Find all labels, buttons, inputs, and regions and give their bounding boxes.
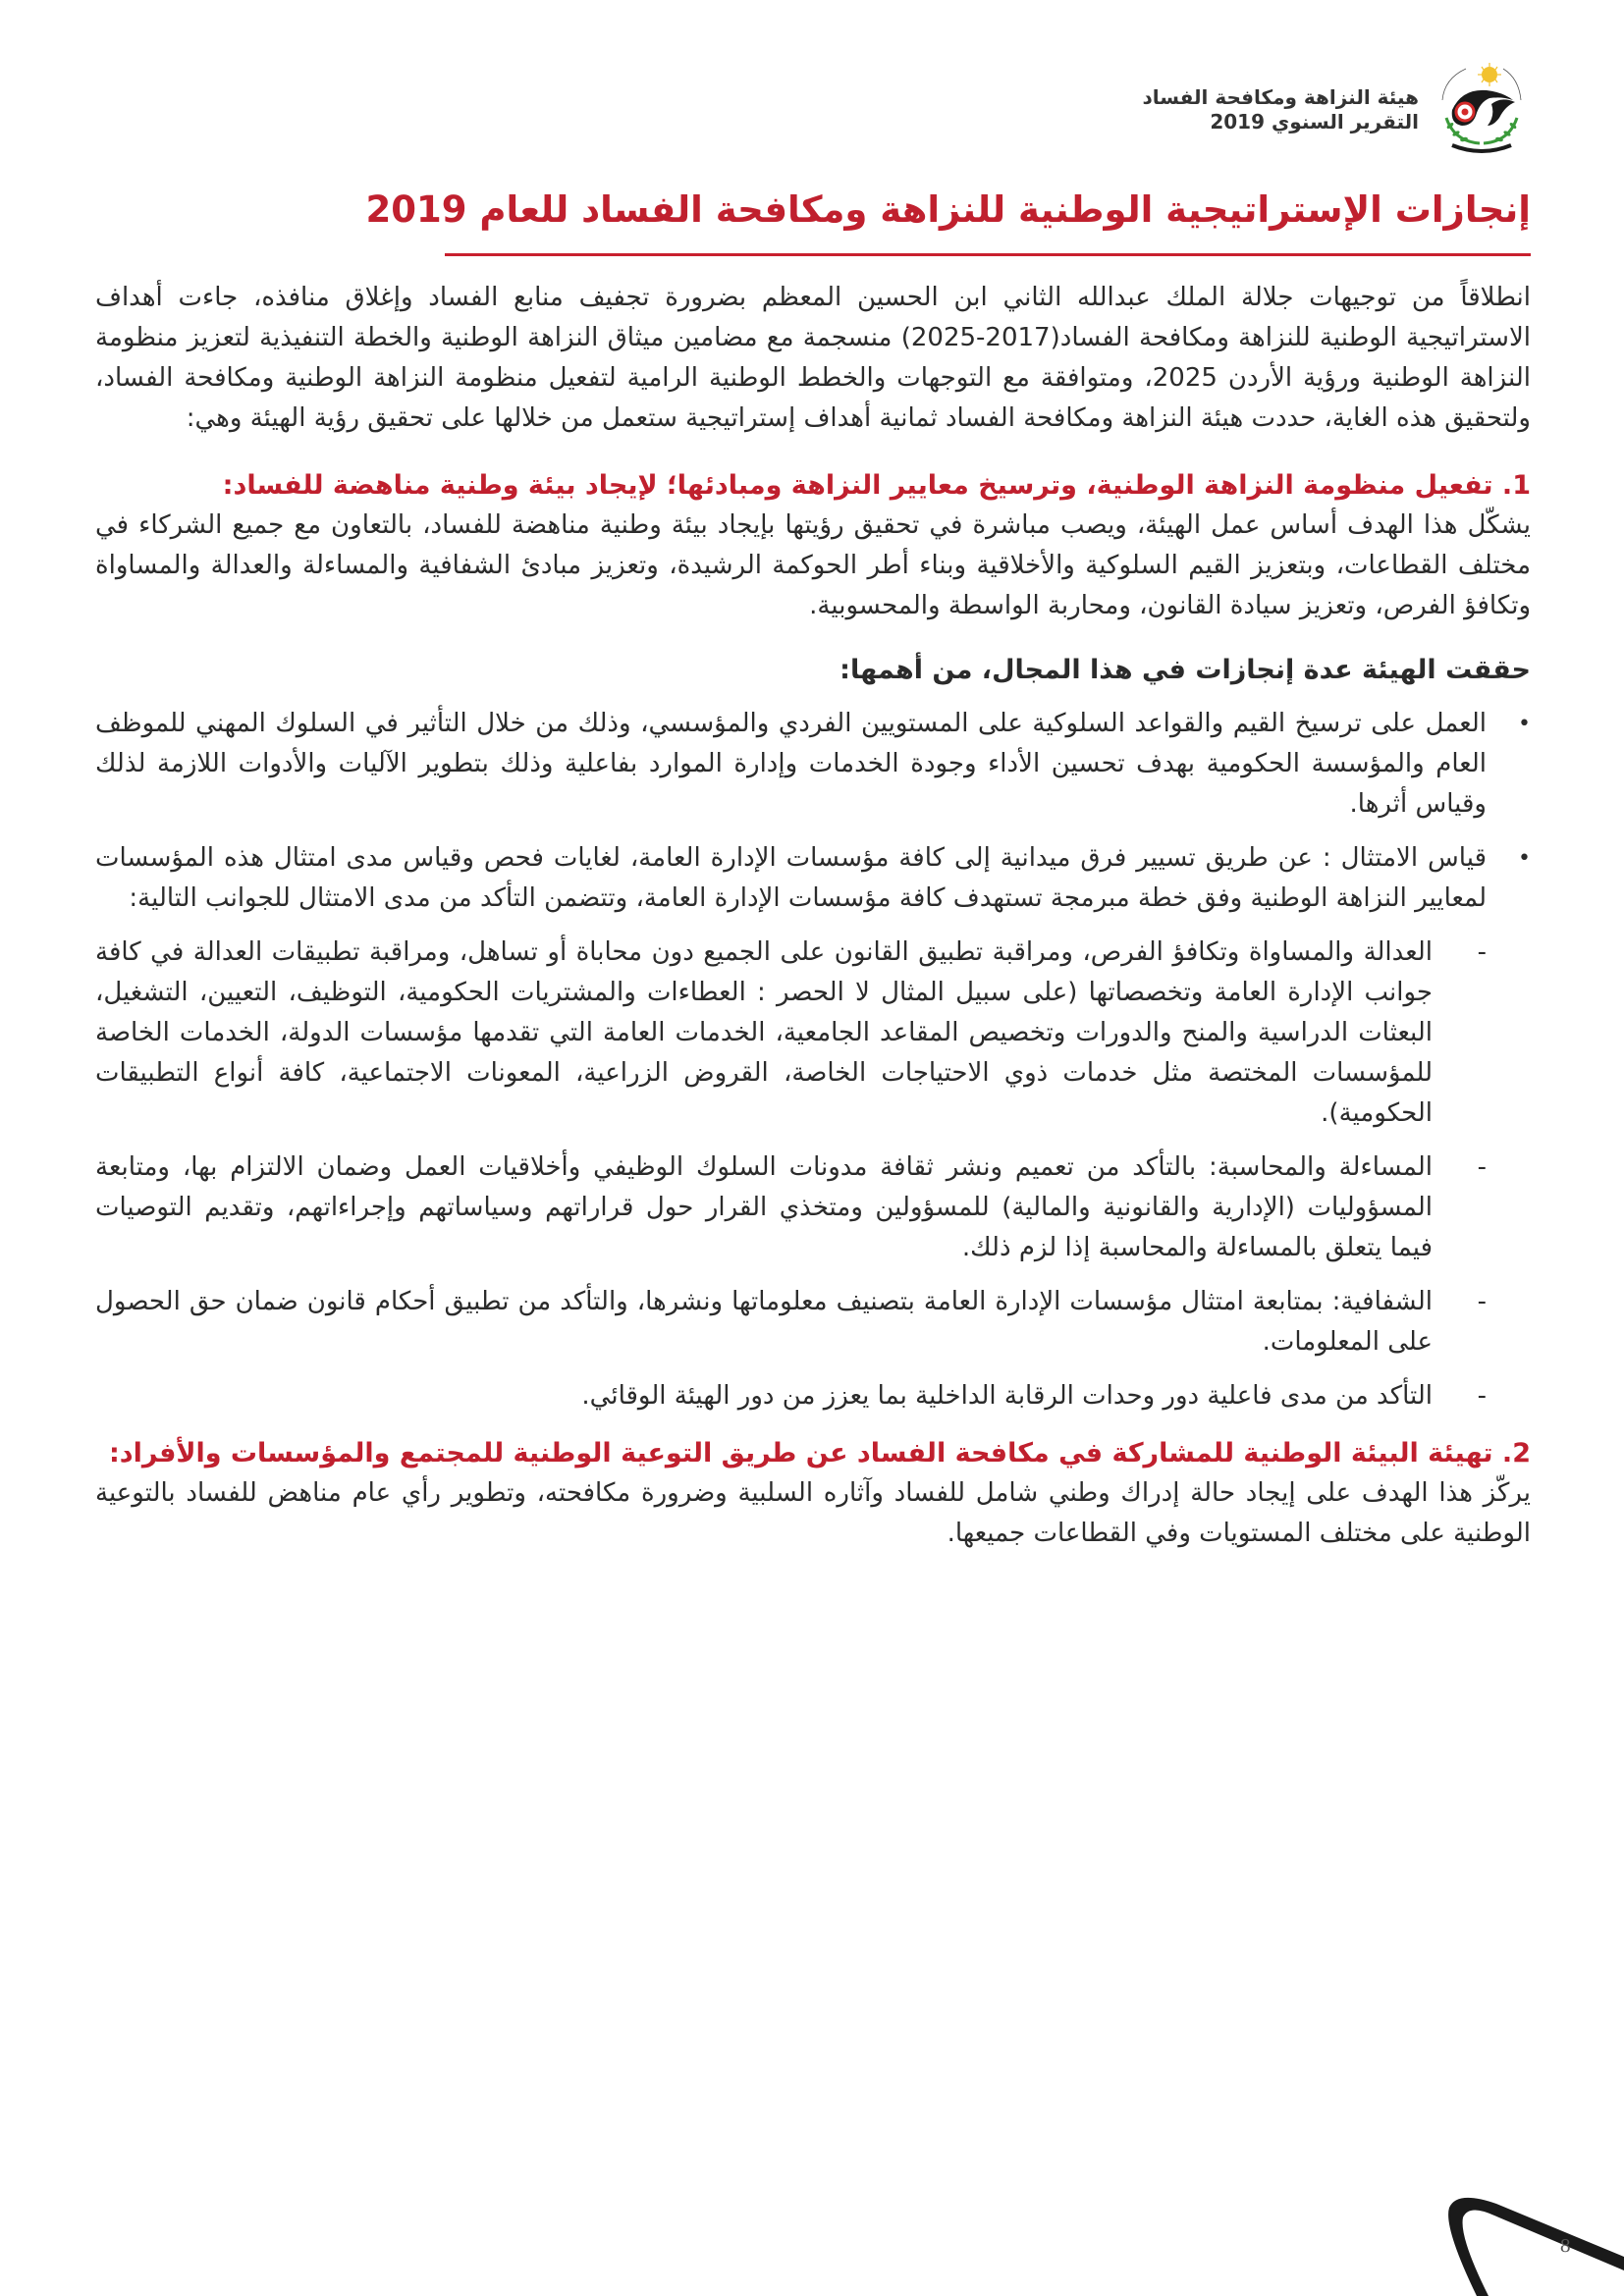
compliance-aspects-list bbox=[95, 933, 1531, 1416]
dash-icon: - bbox=[1477, 937, 1487, 967]
bullet-icon: • bbox=[1518, 712, 1531, 736]
goal-2-section bbox=[95, 1434, 1531, 1554]
goal-2-heading: 2. تهيئة البيئة الوطنية للمشاركة في مكافحة الفساد عن طريق التوعية الوطنية للمجتمع والمؤسسات والأفراد: bbox=[109, 1438, 1531, 1468]
list-item-text: المساءلة والمحاسبة: بالتأكد من تعميم ونشر ثقافة مدونات السلوك الوظيفي وأخلاقيات العمل وضمان الالتزام بها، ومتابعة المسؤوليات (الإدارية والقانونية والمالية) للمسؤولين ومتخذي القرار حول قراراتهم وسياساتهم وإجراءاتهم، وتقديم التوصيات فيما يتعلق بالمساءلة والمحاسبة إذا لزم ذلك. bbox=[95, 1152, 1433, 1262]
page-number: 8 bbox=[1559, 2236, 1571, 2257]
header-text-block bbox=[1142, 85, 1419, 134]
page-title: إنجازات الإستراتيجية الوطنية للنزاهة ومكافحة الفساد للعام 2019 bbox=[365, 188, 1531, 231]
list-item-text: التأكد من مدى فاعلية دور وحدات الرقابة الداخلية بما يعزز من دور الهيئة الوقائي. bbox=[581, 1381, 1433, 1411]
report-label: التقرير السنوي 2019 bbox=[1210, 110, 1419, 133]
goal-1-body: يشكّل هذا الهدف أساس عمل الهيئة، ويصب مباشرة في تحقيق رؤيتها بإيجاد بيئة وطنية مناهضة للفساد، بالتعاون مع جميع الشركاء في مختلف القطاعات، وبتعزيز القيم السلوكية والأخلاقية وبناء أطر الحوكمة الرشيدة، وتعزيز مبادئ الشفافية والمساءلة والعدالة والمساواة وتكافؤ الفرص، وتعزيز سيادة القانون، ومحاربة الواسطة والمحسوبية. bbox=[95, 510, 1531, 620]
list-item bbox=[95, 704, 1531, 825]
list-item-text: العمل على ترسيخ القيم والقواعد السلوكية على المستويين الفردي والمؤسسي، وذلك من خلال التأثير في السلوك المهني للموظف العام والمؤسسة الحكومية بهدف تحسين الأداء وجودة الخدمات وإدارة الموارد بفاعلية وذلك بتطوير الآليات والأدوات اللازمة لذلك وقياس أثرها. bbox=[95, 709, 1487, 819]
list-item bbox=[95, 1148, 1531, 1268]
list-item-text: العدالة والمساواة وتكافؤ الفرص، ومراقبة تطبيق القانون على الجميع دون محاباة أو تساهل، ومراقبة تطبيقات العدالة في كافة جوانب الإدارة العامة وتخصصاتها (على سبيل المثال لا الحصر : العطاءات والمشتريات الحكومية، التوظيف، التعيين، التشغيل، البعثات الدراسية والمنح والدورات وتخصيص المقاعد الجامعية، الخدمات العامة التي تقدمها مؤسسات الدولة، الخدمات الخاصة للمؤسسات المختصة مثل خدمات ذوي الاحتياجات الخاصة، القروض الزراعية، المعونات الاجتماعية، كافة أنواع التطبيقات الحكومية). bbox=[95, 937, 1433, 1128]
list-item-text: الشفافية: بمتابعة امتثال مؤسسات الإدارة العامة بتصنيف معلوماتها ونشرها، والتأكد من تطبيق أحكام قانون ضمان حق الحصول على المعلومات. bbox=[95, 1287, 1433, 1357]
goal-2-body: يركّز هذا الهدف على إيجاد حالة إدراك وطني شامل للفساد وآثاره السلبية وضرورة مكافحته، وتطوير رأي عام مناهض للفساد بالتوعية الوطنية على مختلف المستويات وفي القطاعات جميعها. bbox=[95, 1478, 1531, 1548]
main-content bbox=[95, 278, 1531, 1554]
title-underline bbox=[445, 253, 1531, 256]
list-item bbox=[95, 933, 1531, 1134]
page-header bbox=[1142, 61, 1531, 159]
bullet-icon: • bbox=[1518, 846, 1531, 871]
achievements-list bbox=[95, 704, 1531, 919]
dash-icon: - bbox=[1477, 1381, 1487, 1411]
intro-paragraph: انطلاقاً من توجيهات جلالة الملك عبدالله الثاني ابن الحسين المعظم بضرورة تجفيف منابع الفساد وإغلاق منافذه، جاءت أهداف الاستراتيجية الوطنية للنزاهة ومكافحة الفساد(2017-2025) منسجمة مع مضامين ميثاق النزاهة الوطنية والخطة التنفيذية لتعزيز منظومة النزاهة الوطنية ورؤية الأردن 2025، ومتوافقة مع التوجهات والخطط الوطنية الرامية لتفعيل منظومة النزاهة الوطنية ومكافحة الفساد، ولتحقيق هذه الغاية، حددت هيئة النزاهة ومكافحة الفساد ثمانية أهداف إستراتيجية ستعمل من خلالها على تحقيق رؤية الهيئة وهي: bbox=[95, 283, 1531, 433]
list-item-text: قياس الامتثال : عن طريق تسيير فرق ميدانية إلى كافة مؤسسات الإدارة العامة، لغايات فحص وقياس مدى امتثال هذه المؤسسات لمعايير النزاهة الوطنية وفق خطة مبرمجة تستهدف كافة مؤسسات الإدارة العامة، وتتضمن التأكد من مدى الامتثال للجوانب التالية: bbox=[95, 843, 1487, 913]
dash-icon: - bbox=[1477, 1287, 1487, 1316]
list-item bbox=[95, 838, 1531, 919]
organization-name: هيئة النزاهة ومكافحة الفساد bbox=[1142, 85, 1419, 109]
achievements-heading: حققت الهيئة عدة إنجازات في هذا المجال، من أهمها: bbox=[839, 655, 1531, 685]
list-item bbox=[95, 1376, 1531, 1416]
goal-1-section bbox=[95, 466, 1531, 1416]
list-item bbox=[95, 1282, 1531, 1362]
integrity-commission-logo-icon bbox=[1433, 61, 1531, 159]
goal-1-heading: 1. تفعيل منظومة النزاهة الوطنية، وترسيخ معايير النزاهة ومبادئها؛ لإيجاد بيئة وطنية مناهضة للفساد: bbox=[222, 470, 1531, 501]
dash-icon: - bbox=[1477, 1152, 1487, 1182]
curved-swoosh-icon bbox=[1408, 2159, 1624, 2296]
